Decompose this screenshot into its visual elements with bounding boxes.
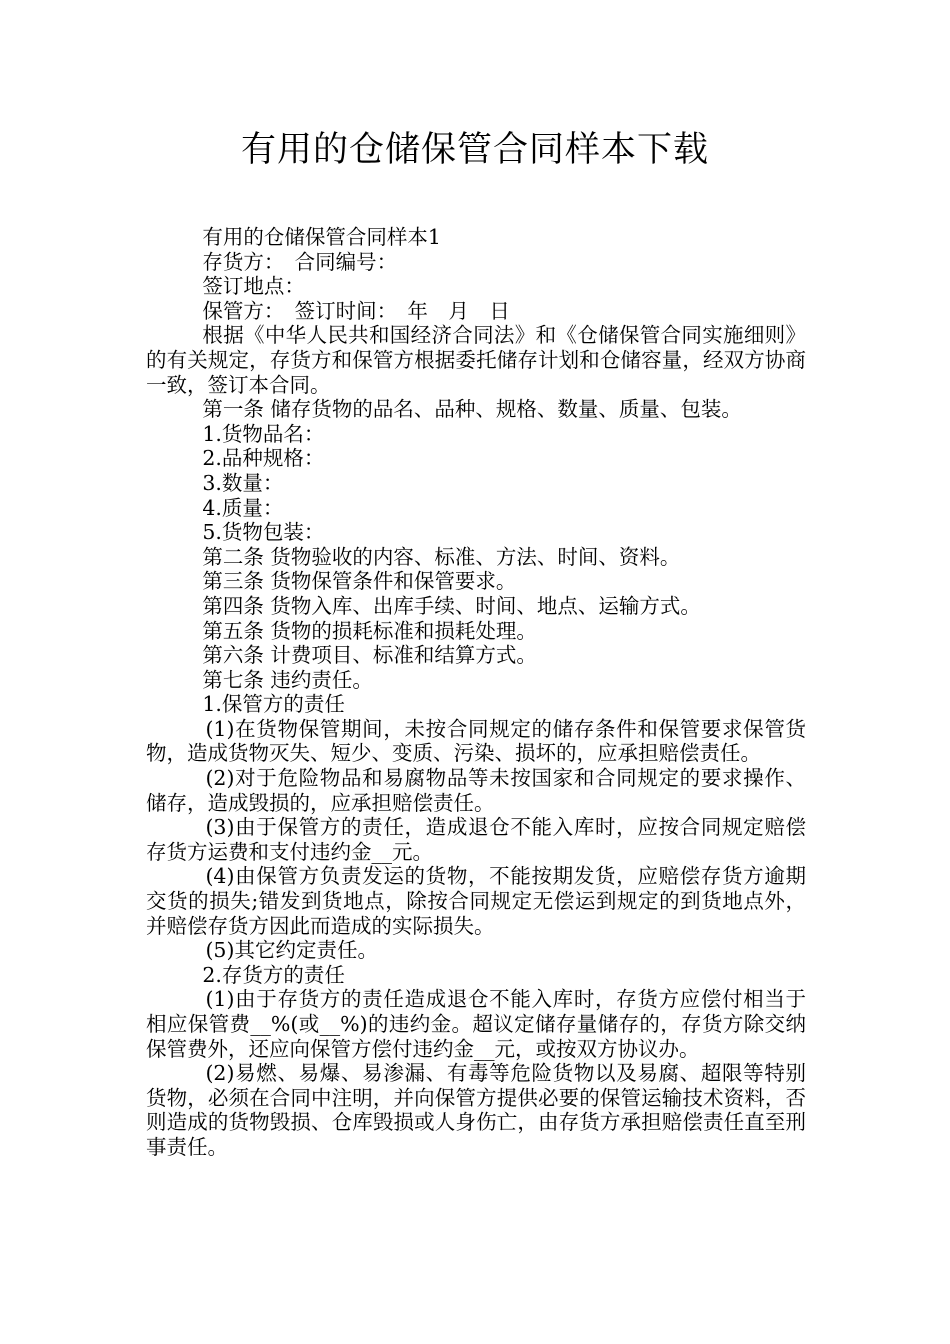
paragraph: 存货方： 合同编号：: [202, 249, 398, 274]
document-title: 有用的仓储保管合同样本下载: [240, 130, 709, 170]
paragraph: (5)其它约定责任。: [205, 938, 378, 963]
paragraph: 2.存货方的责任: [202, 962, 345, 987]
paragraph: 2.品种规格：: [202, 446, 325, 471]
paragraph: 1.保管方的责任: [202, 692, 345, 717]
paragraph: 第七条 违约责任。: [202, 667, 373, 692]
paragraph: 第三条 货物保管条件和保管要求。: [202, 569, 517, 594]
paragraph: 3.数量：: [202, 470, 284, 495]
paragraph: 根据《中华人民共和国经济合同法》和《仓储保管合同实施细则》的有关规定，存货方和保管方根据委托储存计划和仓储容量，经双方协商一致，签订本合同。: [146, 323, 806, 397]
paragraph: 第五条 货物的损耗标准和损耗处理。: [202, 618, 537, 643]
paragraph: (3)由于保管方的责任，造成退仓不能入库时，应按合同规定赔偿存货方运费和支付违约金__元。: [146, 815, 806, 864]
paragraph: 第一条 储存货物的品名、品种、规格、数量、质量、包装。: [202, 397, 742, 422]
paragraph: 第二条 货物验收的内容、标准、方法、时间、资料。: [202, 544, 681, 569]
document-body: [146, 225, 806, 1160]
paragraph: 4.质量：: [202, 495, 284, 520]
paragraph: (1)在货物保管期间，未按合同规定的储存条件和保管要求保管货物，造成货物灭失、短少、变质、污染、损坏的，应承担赔偿责任。: [146, 716, 806, 766]
paragraph: 5.货物包装：: [202, 520, 325, 545]
paragraph: (2)易燃、易爆、易渗漏、有毒等危险货物以及易腐、超限等特别货物，必须在合同中注明，并向保管方提供必要的保管运输技术资料，否则造成的货物毁损、仓库毁损或人身伤亡，由存货方承担赔偿责任直至刑事责任。: [146, 1061, 806, 1159]
paragraph: 签订地点：: [202, 274, 305, 299]
paragraph: 有用的仓储保管合同样本1: [202, 225, 441, 249]
paragraph: 第四条 货物入库、出库手续、时间、地点、运输方式。: [202, 593, 701, 618]
paragraph: 保管方： 签订时间： 年 月 日: [202, 298, 510, 323]
paragraph: (4)由保管方负责发运的货物，不能按期发货，应赔偿存货方逾期交货的损失;错发到货地点，除按合同规定无偿运到规定的到货地点外，并赔偿存货方因此而造成的实际损失。: [146, 864, 806, 938]
paragraph: 第六条 计费项目、标准和结算方式。: [202, 643, 537, 668]
paragraph: (2)对于危险物品和易腐物品等未按国家和合同规定的要求操作、储存，造成毁损的，应承担赔偿责任。: [146, 766, 806, 815]
paragraph: (1)由于存货方的责任造成退仓不能入库时，存货方应偿付相当于相应保管费__%(或__%)的违约金。超议定储存量储存的，存货方除交纳保管费外，还应向保管方偿付违约金__元，或按双方协议办。: [146, 987, 806, 1061]
paragraph: 1.货物品名：: [202, 421, 325, 446]
